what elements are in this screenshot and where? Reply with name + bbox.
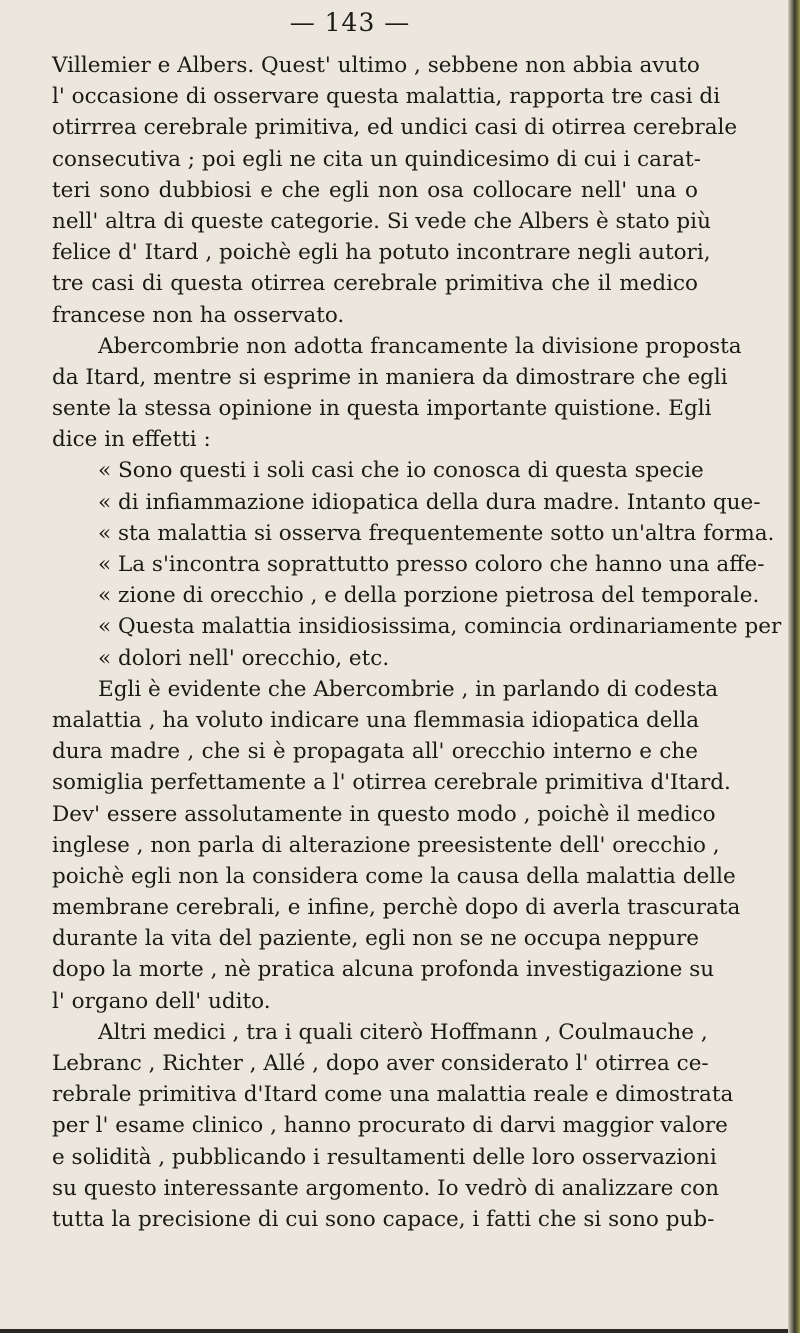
- page-bottom-edge: [0, 1329, 790, 1333]
- text-line: da Itard, mentre si esprime in maniera da dimostrare che egli: [52, 364, 728, 390]
- text-line: Egli è evidente che Abercombrie , in parlando di codesta: [98, 676, 719, 702]
- text-line: teri sono dubbiosi e che egli non osa collocare nell' una o: [52, 177, 698, 203]
- text-line: l' occasione di osservare questa malattia, rapporta tre casi di: [52, 84, 721, 110]
- text-line: rebrale primitiva d'Itard come una malattia reale e dimostrata: [52, 1082, 734, 1108]
- text-line: francese non ha osservato.: [52, 302, 345, 328]
- page-number: — 143 —: [289, 8, 411, 37]
- text-line: durante la vita del paziente, egli non se ne occupa neppure: [52, 926, 699, 952]
- text-line: Lebranc , Richter , Allé , dopo aver considerato l' otirrea ce-: [52, 1051, 709, 1076]
- text-line: dura madre , che si è propagata all' orecchio interno e che: [52, 739, 698, 765]
- text-line: « zione di orecchio , e della porzione pietrosa del temporale.: [98, 583, 760, 609]
- text-line: Abercombrie non adotta francamente la divisione proposta: [98, 333, 742, 359]
- text-line: « Sono questi i soli casi che io conosca di questa specie: [98, 458, 704, 484]
- text-line: l' organo dell' udito.: [52, 988, 271, 1014]
- text-line: e solidità , pubblicando i resultamenti delle loro osservazioni: [52, 1144, 717, 1170]
- text-line: « sta malattia si osserva frequentemente sotto un'altra forma.: [98, 520, 775, 546]
- text-line: consecutiva ; poi egli ne cita un quindicesimo di cui i carat-: [52, 146, 701, 172]
- text-line: su questo interessante argomento. Io vedrò di analizzare con: [52, 1175, 719, 1201]
- text-line: « Questa malattia insidiosissima, comincia ordinariamente per: [98, 614, 782, 640]
- text-line: Altri medici , tra i quali citerò Hoffmann , Coulmauche ,: [98, 1019, 708, 1045]
- text-line: somiglia perfettamente a l' otirrea cerebrale primitiva d'Itard.: [52, 770, 731, 796]
- text-line: « dolori nell' orecchio, etc.: [98, 645, 390, 671]
- text-line: per l' esame clinico , hanno procurato di darvi maggior valore: [52, 1113, 728, 1139]
- text-line: inglese , non parla di alterazione preesistente dell' orecchio ,: [52, 832, 720, 858]
- text-line: tre casi di questa otirrea cerebrale primitiva che il medico: [52, 271, 698, 297]
- text-line: tutta la precisione di cui sono capace, i fatti che si sono pub-: [52, 1206, 715, 1232]
- text-line: sente la stessa opinione in questa importante quistione. Egli: [52, 396, 712, 422]
- text-line: felice d' Itard , poichè egli ha potuto incontrare negli autori,: [52, 240, 711, 266]
- text-line: Dev' essere assolutamente in questo modo , poichè il medico: [52, 801, 716, 827]
- body-text: [52, 50, 782, 1235]
- text-line: Villemier e Albers. Quest' ultimo , sebbene non abbia avuto: [52, 53, 700, 78]
- book-spine-edge: [788, 0, 800, 1333]
- text-line: « La s'incontra soprattutto presso coloro che hanno una affe-: [98, 552, 765, 577]
- text-line: membrane cerebrali, e infine, perchè dopo di averla trascurata: [52, 895, 741, 921]
- text-line: dice in effetti :: [52, 427, 211, 453]
- text-line: malattia , ha voluto indicare una flemmasia idiopatica della: [52, 707, 700, 733]
- text-line: poichè egli non la considera come la causa della malattia delle: [52, 863, 736, 889]
- text-line: nell' altra di queste categorie. Si vede che Albers è stato più: [52, 208, 711, 234]
- text-line: dopo la morte , nè pratica alcuna profonda investigazione su: [52, 957, 715, 983]
- text-line: otirrrea cerebrale primitiva, ed undici casi di otirrea cerebrale: [52, 115, 738, 141]
- text-line: « di infiammazione idiopatica della dura madre. Intanto que-: [98, 489, 761, 515]
